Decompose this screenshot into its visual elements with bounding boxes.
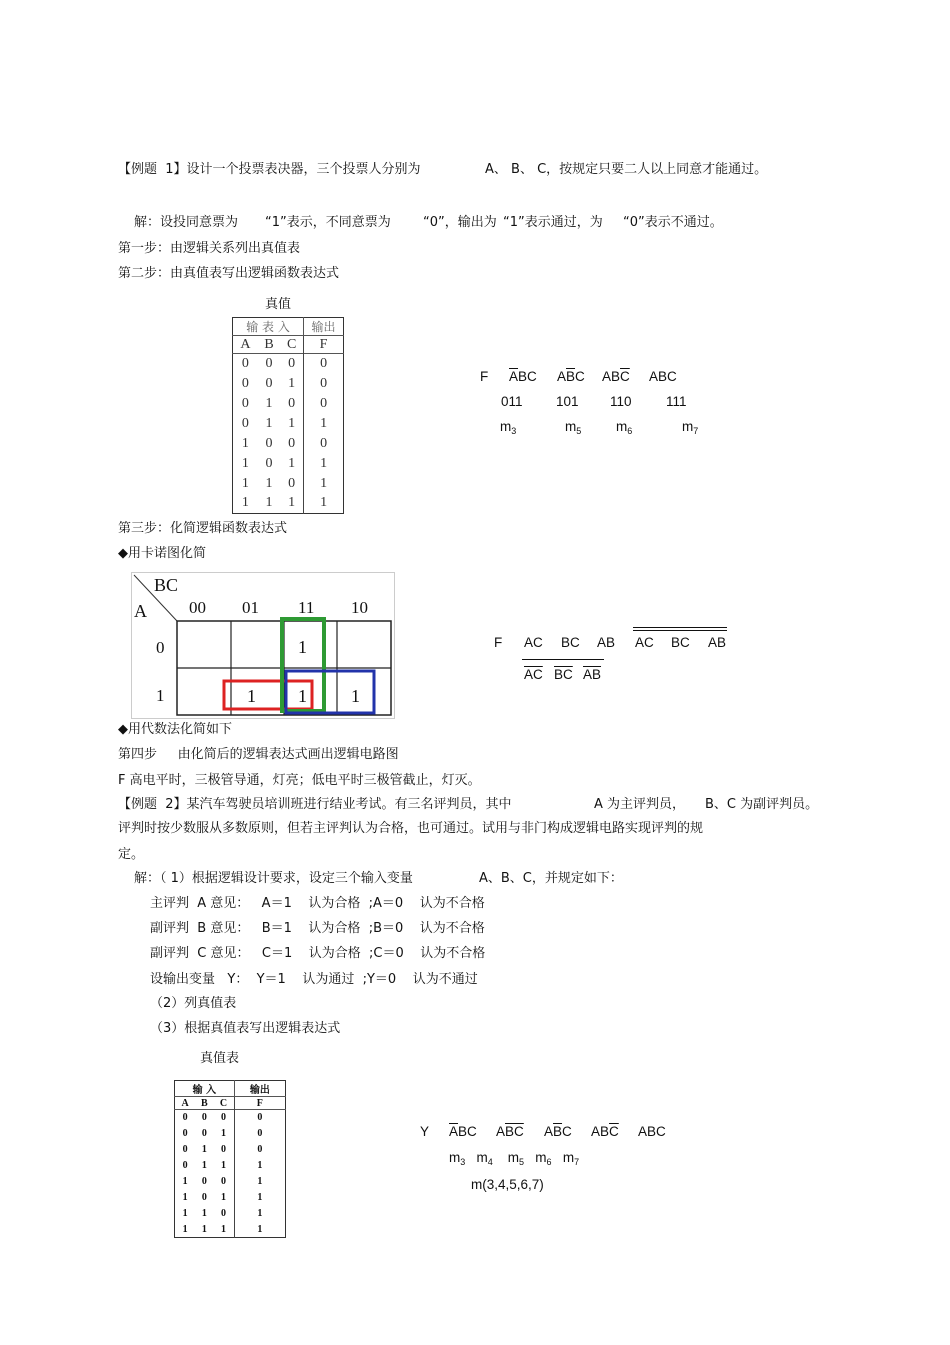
table-cell: 1 — [280, 374, 304, 394]
simp-term-ac: AC — [524, 635, 543, 650]
ex1-expr-f: F — [480, 369, 489, 384]
table2-head-output: 输出 — [249, 1085, 270, 1096]
ex2-minterms: $m_3$ $m_4$ $m_5$ $m_6$ $m_7$ — [449, 1150, 580, 1167]
table-cell: 0 — [182, 1144, 188, 1155]
nand-term-bc: BC — [671, 635, 690, 650]
table-row — [233, 474, 344, 494]
ex1-solution-e: “0”表示不通过。 — [623, 215, 723, 230]
ex1-solution-d: “1”表示通过，为 — [503, 215, 603, 230]
table-cell: 0 — [280, 434, 304, 454]
simp-term-ab: AB — [597, 635, 616, 650]
table-row — [175, 1206, 286, 1222]
ex1-minterm-7: $m_7$ — [682, 419, 699, 436]
kmap-col-11: 11 — [298, 598, 315, 617]
ex2-term-2: $A\overline{BC}$ — [496, 1124, 524, 1139]
col-header-c: C — [280, 336, 304, 354]
example1-title: 【例题 1】设计一个投票表决器，三个投票人分别为 — [118, 162, 421, 177]
kmap-var-a: A — [134, 601, 147, 621]
simp-term-bc: BC — [561, 635, 580, 650]
table-cell: 0 — [320, 395, 328, 411]
table-cell: 1 — [257, 1208, 263, 1219]
kmap-col-01: 01 — [242, 598, 259, 617]
kmap-col-10: 10 — [351, 598, 368, 617]
ex1-step4: 第四步 由化简后的逻辑表达式画出逻辑电路图 — [118, 747, 399, 762]
ex2-term-4: $AB\overline{C}$ — [591, 1124, 619, 1139]
truth-table-1 — [232, 317, 344, 514]
table-cell: 1 — [320, 415, 328, 431]
simp-f: F — [494, 635, 503, 650]
table-cell: 1 — [201, 1144, 207, 1155]
table-cell: 0 — [213, 1110, 234, 1126]
table-cell: 1 — [257, 1176, 263, 1187]
table-cell: 1 — [213, 1126, 234, 1142]
table-cell: 1 — [280, 494, 304, 514]
table-cell: 0 — [201, 1112, 207, 1124]
example2-line3: 定。 — [118, 847, 145, 862]
table-cell: 0 — [320, 355, 328, 371]
table-cell: 1 — [182, 1192, 188, 1203]
kmap-row-1: 1 — [156, 686, 165, 705]
ex1-code-1: 011 — [501, 394, 523, 409]
table-cell: 1 — [182, 1176, 188, 1187]
table-cell: 1 — [265, 395, 273, 411]
ex1-minterm-5: $m_5$ — [565, 419, 582, 436]
table-cell: 0 — [257, 1144, 263, 1155]
table-row — [175, 1174, 286, 1190]
truth-table-2 — [174, 1080, 286, 1238]
table-cell: 0 — [265, 455, 273, 471]
example2-line2: 评判时按少数服从多数原则，但若主评判认为合格，也可通过。试用与非门构成逻辑电路实现评判的规 — [118, 821, 704, 836]
table-cell: 0 — [213, 1142, 234, 1158]
ex2-step2: （2）列真值表 — [150, 996, 237, 1011]
nand2-term-ab: $\overline{AB}$ — [583, 667, 602, 682]
table-cell: 0 — [241, 415, 249, 431]
table-row — [233, 414, 344, 434]
kmap-cell-1-01: 1 — [247, 686, 256, 706]
ex1-code-4: 111 — [666, 394, 687, 409]
table-cell: 1 — [213, 1222, 234, 1238]
table-row — [175, 1110, 286, 1126]
table-cell: 1 — [241, 475, 249, 491]
ex1-step3: 第三步：化简逻辑函数表达式 — [118, 521, 288, 536]
table-cell: 0 — [241, 375, 249, 391]
table-cell: 1 — [265, 475, 273, 491]
ex1-term-3: $AB\overline{C}$ — [602, 369, 630, 384]
kmap-cell-1-11: 1 — [298, 686, 307, 706]
ex2-expr-y: Y — [420, 1124, 430, 1139]
col-header-a: A — [240, 336, 251, 352]
karnaugh-map — [131, 572, 395, 719]
table-cell: 0 — [280, 474, 304, 494]
ex2-term-5: ABC — [638, 1124, 666, 1139]
kmap-var-bc: BC — [154, 575, 179, 595]
table-cell: 0 — [320, 435, 328, 451]
ex1-term-2: $A\overline{B}C$ — [557, 369, 585, 384]
ex2-rule-c: 副评判 C 意见： C＝1 认为合格 ;C＝0 认为不合格 — [150, 946, 486, 961]
col-header-c: C — [213, 1097, 234, 1110]
table-cell: 1 — [257, 1160, 263, 1171]
ex1-solution-b: “1”表示，不同意票为 — [265, 215, 391, 230]
table-row — [233, 454, 344, 474]
table-cell: 0 — [280, 394, 304, 414]
col-header-a: A — [181, 1097, 189, 1109]
ex2-sum: m(3,4,5,6,7) — [471, 1177, 544, 1192]
table-cell: 0 — [257, 1112, 263, 1124]
table-cell: 0 — [257, 1128, 263, 1139]
table-cell: 1 — [257, 1192, 263, 1203]
nand-term-ac: AC — [635, 635, 654, 650]
table-cell: 0 — [265, 375, 273, 391]
double-bar-top — [633, 627, 727, 628]
ex2-term-1: $\overline{A}BC$ — [449, 1124, 477, 1139]
nand2-term-bc: $\overline{BC}$ — [554, 667, 573, 682]
table-cell: 1 — [320, 475, 328, 491]
table-cell: 1 — [265, 415, 273, 431]
table-cell: 0 — [265, 355, 273, 371]
kmap-col-00: 00 — [189, 598, 206, 617]
table-cell: 1 — [201, 1223, 207, 1235]
nand-term-ab: AB — [708, 635, 727, 650]
table-cell: 1 — [182, 1208, 188, 1219]
table-cell: 0 — [201, 1128, 207, 1139]
table-cell: 1 — [280, 414, 304, 434]
table-cell: 1 — [320, 455, 328, 471]
ex1-solution-c: “0”，输出为 — [423, 215, 497, 230]
table1-head-inputs: 输 表 入 — [233, 318, 304, 336]
table-row — [233, 374, 344, 394]
ex1-solution-a: 解：设投同意票为 — [134, 215, 239, 230]
col-header-f: F — [256, 1097, 263, 1109]
ex2-table-caption: 真值表 — [200, 1051, 240, 1066]
table-row — [175, 1142, 286, 1158]
table-cell: 0 — [182, 1128, 188, 1139]
ex2-sol-a: 解：（ 1）根据逻辑设计要求，设定三个输入变量 — [134, 871, 413, 886]
table-cell: 0 — [241, 395, 249, 411]
table-cell: 1 — [213, 1190, 234, 1206]
ex2-step3: （3）根据真值表写出逻辑表达式 — [150, 1021, 341, 1036]
kmap-cell-0-11: 1 — [298, 637, 307, 657]
ex1-step2: 第二步：由真值表写出逻辑函数表达式 — [118, 266, 340, 281]
table-row — [175, 1158, 286, 1174]
kmap-label: ◆用卡诺图化简 — [118, 546, 206, 561]
double-bar-bottom — [633, 630, 727, 631]
table1-head-output: 输出 — [311, 320, 336, 334]
table2-head-inputs: 输 入 — [175, 1081, 235, 1097]
ex1-term-4: ABC — [649, 369, 677, 384]
table-row — [233, 434, 344, 454]
table-cell: 1 — [320, 495, 328, 511]
ex1-minterm-6: $m_6$ — [616, 419, 633, 436]
ex1-term-1: $\overline{A}BC$ — [509, 369, 537, 384]
table-cell: 1 — [257, 1223, 263, 1235]
table-row — [233, 494, 344, 514]
kmap-cell-1-10: 1 — [351, 686, 360, 706]
table-cell: 0 — [213, 1174, 234, 1190]
table-row — [175, 1126, 286, 1142]
table-cell: 1 — [182, 1223, 188, 1235]
table-cell: 1 — [265, 495, 273, 511]
ex2-sol-b: A、B、C，并规定如下： — [479, 871, 623, 886]
table-cell: 0 — [201, 1192, 207, 1203]
col-header-f: F — [319, 336, 328, 352]
table-cell: 0 — [320, 375, 328, 391]
table-cell: 0 — [241, 355, 249, 371]
example2-title-a: 【例题 2】某汽车驾驶员培训班进行结业考试。有三名评判员，其中 — [118, 797, 512, 812]
ex1-table-caption: 真值 — [265, 297, 292, 312]
table-row — [233, 394, 344, 414]
table-row — [233, 354, 344, 374]
table-cell: 1 — [201, 1208, 207, 1219]
overall-bar — [522, 659, 604, 660]
table-cell: 0 — [265, 435, 273, 451]
table-row — [175, 1190, 286, 1206]
table-cell: 1 — [213, 1158, 234, 1174]
table-cell: 0 — [280, 354, 304, 374]
ex1-code-3: 110 — [610, 394, 632, 409]
table-row — [175, 1222, 286, 1238]
ex1-step1: 第一步：由逻辑关系列出真值表 — [118, 241, 301, 256]
table-cell: 1 — [241, 435, 249, 451]
example1-title-vars: A、 B、 C，按规定只要二人以上同意才能通过。 — [485, 162, 768, 177]
col-header-b: B — [264, 336, 274, 352]
ex1-f-note: F 高电平时，三极管导通，灯亮；低电平时三极管截止，灯灭。 — [118, 773, 481, 788]
kmap-row-0: 0 — [156, 638, 165, 657]
ex1-minterm-3: $m_3$ — [500, 419, 517, 436]
example2-title-c: B、C 为副评判员。 — [705, 797, 819, 812]
table-cell: 1 — [280, 454, 304, 474]
example2-title-b: A 为主评判员， — [594, 797, 686, 812]
ex2-rule-a: 主评判 A 意见： A＝1 认为合格 ;A＝0 认为不合格 — [150, 896, 485, 911]
table-cell: 1 — [201, 1160, 207, 1171]
nand2-term-ac: $\overline{AC}$ — [524, 667, 543, 682]
ex2-rule-b: 副评判 B 意见： B＝1 认为合格 ;B＝0 认为不合格 — [150, 921, 485, 936]
table-cell: 0 — [201, 1176, 207, 1187]
col-header-b: B — [201, 1097, 208, 1109]
table-cell: 0 — [182, 1160, 188, 1171]
table-cell: 1 — [241, 455, 249, 471]
table-cell: 1 — [241, 495, 249, 511]
table-cell: 0 — [182, 1112, 188, 1124]
ex1-code-2: 101 — [556, 394, 579, 409]
table-cell: 0 — [213, 1206, 234, 1222]
ex2-term-3: $A\overline{B}C$ — [544, 1124, 572, 1139]
ex2-rule-y: 设输出变量 Y： Y＝1 认为通过 ;Y＝0 认为不通过 — [150, 972, 478, 987]
alg-label: ◆用代数法化简如下 — [118, 722, 232, 737]
